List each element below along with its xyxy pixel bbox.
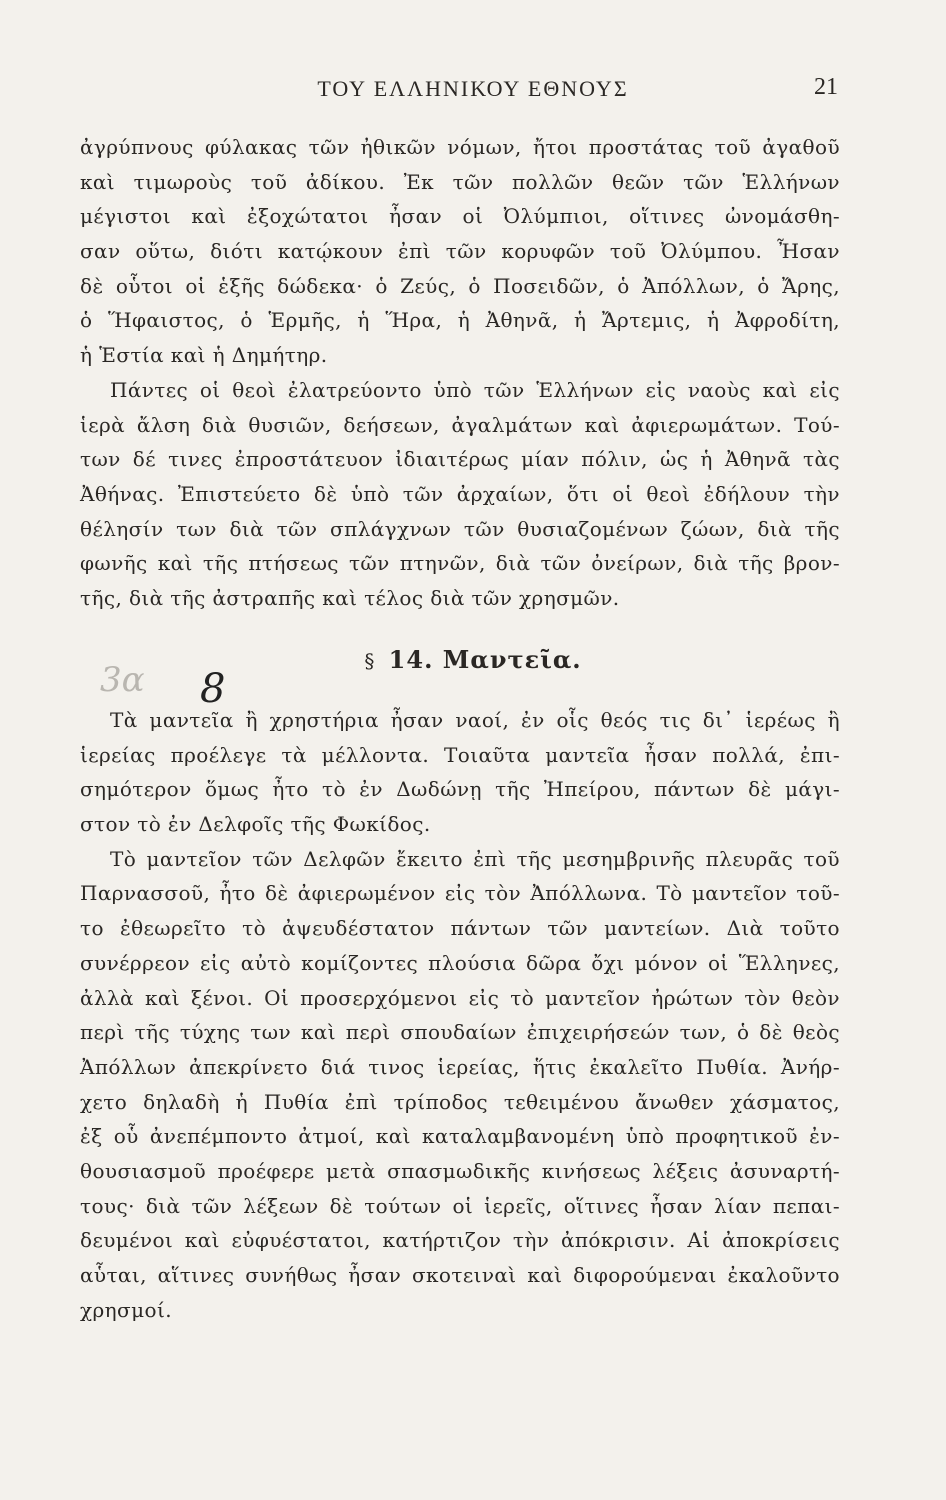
section-heading (0, 645, 946, 674)
text-line: Πάντες οἱ θεοὶ ἐλατρεύοντο ὑπὸ τῶν Ἑλλήνων εἰς ναοὺς καὶ εἰς (110, 377, 840, 402)
text-line: αὗται, αἵτινες συνήθως ἦσαν σκοτειναὶ καὶ διφορούμεναι ἐκαλοῦντο (80, 1263, 840, 1287)
text-line: ἀγρύπνους φύλακας τῶν ἠθικῶν νόμων, ἤτοι προστάτας τοῦ ἀγαθοῦ (80, 135, 840, 159)
text-line: τῆς, διὰ τῆς ἀστραπῆς καὶ τέλος διὰ τῶν χρησμῶν. (80, 585, 620, 610)
text-line: δὲ οὗτοι οἱ ἑξῆς δώδεκα· ὁ Ζεύς, ὁ Ποσειδῶν, ὁ Ἀπόλλων, ὁ Ἄρης, (80, 273, 840, 298)
section-number: 14. (388, 645, 434, 674)
text-line: Παρνασσοῦ, ἦτο δὲ ἀφιερωμένον εἰς τὸν Ἀπόλλωνα. Τὸ μαντεῖον τοῦ- (80, 881, 840, 906)
text-line: θουσιασμοῦ προέφερε μετὰ σπασμωδικῆς κινήσεως λέξεις ἀσυναρτή- (80, 1158, 840, 1183)
section-symbol: § (364, 649, 376, 673)
running-title: ΤΟΥ ΕΛΛΗΝΙΚΟΥ ΕΘΝΟΥΣ (317, 76, 629, 101)
text-line: Τὰ μαντεῖα ἢ χρηστήρια ἦσαν ναοί, ἐν οἷς θεός τις δι᾽ ἱερέως ἢ (110, 708, 840, 732)
text-line: Τὸ μαντεῖον τῶν Δελφῶν ἔκειτο ἐπὶ τῆς μεσημβρινῆς πλευρᾶς τοῦ (110, 846, 840, 871)
pencil-note: 3α (100, 660, 145, 700)
text-line: ἱερείας προέλεγε τὰ μέλλοντα. Τοιαῦτα μαντεῖα ἦσαν πολλά, ἐπι- (80, 742, 840, 767)
text-line: ἀλλὰ καὶ ξένοι. Οἱ προσερχόμενοι εἰς τὸ μαντεῖον ἠρώτων τὸν θεὸν (80, 985, 840, 1010)
text-line: χετο δηλαδὴ ἡ Πυθία ἐπὶ τρίποδος τεθειμένου ἄνωθεν χάσματος, (80, 1089, 840, 1114)
text-line: καὶ τιμωροὺς τοῦ ἀδίκου. Ἐκ τῶν πολλῶν θεῶν τῶν Ἑλλήνων (80, 169, 840, 194)
text-line: σημότερον ὅμως ἦτο τὸ ἐν Δωδώνῃ τῆς Ἠπείρου, πάντων δὲ μάγι- (80, 777, 840, 802)
text-line: των δέ τινες ἐπροστάτευον ἰδιαιτέρως μίαν πόλιν, ὡς ἡ Ἀθηνᾶ τὰς (80, 447, 840, 472)
text-block-bottom (80, 703, 840, 1327)
text-line: ἱερὰ ἄλση διὰ θυσιῶν, δεήσεων, ἀγαλμάτων καὶ ἀφιερωμάτων. Τού- (80, 412, 840, 437)
text-line: χρησμοί. (80, 1297, 172, 1322)
text-line: θέλησίν των διὰ τῶν σπλάγχνων τῶν θυσιαζομένων ζώων, διὰ τῆς (80, 516, 840, 541)
text-line: περὶ τῆς τύχης των καὶ περὶ σπουδαίων ἐπιχειρήσεών των, ὁ δὲ θεὸς (80, 1020, 840, 1045)
text-block-top (80, 130, 840, 616)
text-line: Ἀπόλλων ἀπεκρίνετο διά τινος ἱερείας, ἥτις ἐκαλεῖτο Πυθία. Ἀνήρ- (80, 1054, 840, 1079)
page-number: 21 (814, 74, 838, 100)
text-line: στον τὸ ἐν Δελφοῖς τῆς Φωκίδος. (80, 812, 431, 837)
text-line: το ἐθεωρεῖτο τὸ ἀψευδέστατον πάντων τῶν μαντείων. Διὰ τοῦτο (80, 916, 840, 941)
text-line: Ἀθήνας. Ἐπιστεύετο δὲ ὑπὸ τῶν ἀρχαίων, ὅτι οἱ θεοὶ ἐδήλουν τὴν (80, 481, 840, 506)
text-line: τους· διὰ τῶν λέξεων δὲ τούτων οἱ ἱερεῖς, οἵτινες ἦσαν λίαν πεπαι- (80, 1193, 840, 1218)
text-line: δευμένοι καὶ εὐφυέστατοι, κατήρτιζον τὴν ἀπόκρισιν. Αἱ ἀποκρίσεις (80, 1228, 840, 1253)
text-line: ὁ Ἥφαιστος, ὁ Ἑρμῆς, ἡ Ἥρα, ἡ Ἀθηνᾶ, ἡ Ἄρτεμις, ἡ Ἀφροδίτη, (80, 308, 840, 333)
ink-note: 8 (200, 666, 226, 712)
text-line: ἡ Ἑστία καὶ ἡ Δημήτηρ. (80, 343, 328, 368)
text-line: ἐξ οὗ ἀνεπέμποντο ἀτμοί, καὶ καταλαμβανομένη ὑπὸ προφητικοῦ ἐν- (80, 1124, 840, 1149)
text-line: φωνῆς καὶ τῆς πτήσεως τῶν πτηνῶν, διὰ τῶν ὀνείρων, διὰ τῆς βρον- (80, 551, 840, 576)
text-line: συνέρρεον εἰς αὐτὸ κομίζοντες πλούσια δῶρα ὄχι μόνον οἱ Ἕλληνες, (80, 950, 840, 975)
text-line: μέγιστοι καὶ ἐξοχώτατοι ἦσαν οἱ Ὀλύμπιοι, οἵτινες ὠνομάσθη- (80, 204, 840, 229)
text-line: σαν οὕτω, διότι κατῴκουν ἐπὶ τῶν κορυφῶν τοῦ Ὀλύμπου. Ἦσαν (80, 239, 840, 264)
section-title: Μαντεῖα. (442, 645, 582, 674)
